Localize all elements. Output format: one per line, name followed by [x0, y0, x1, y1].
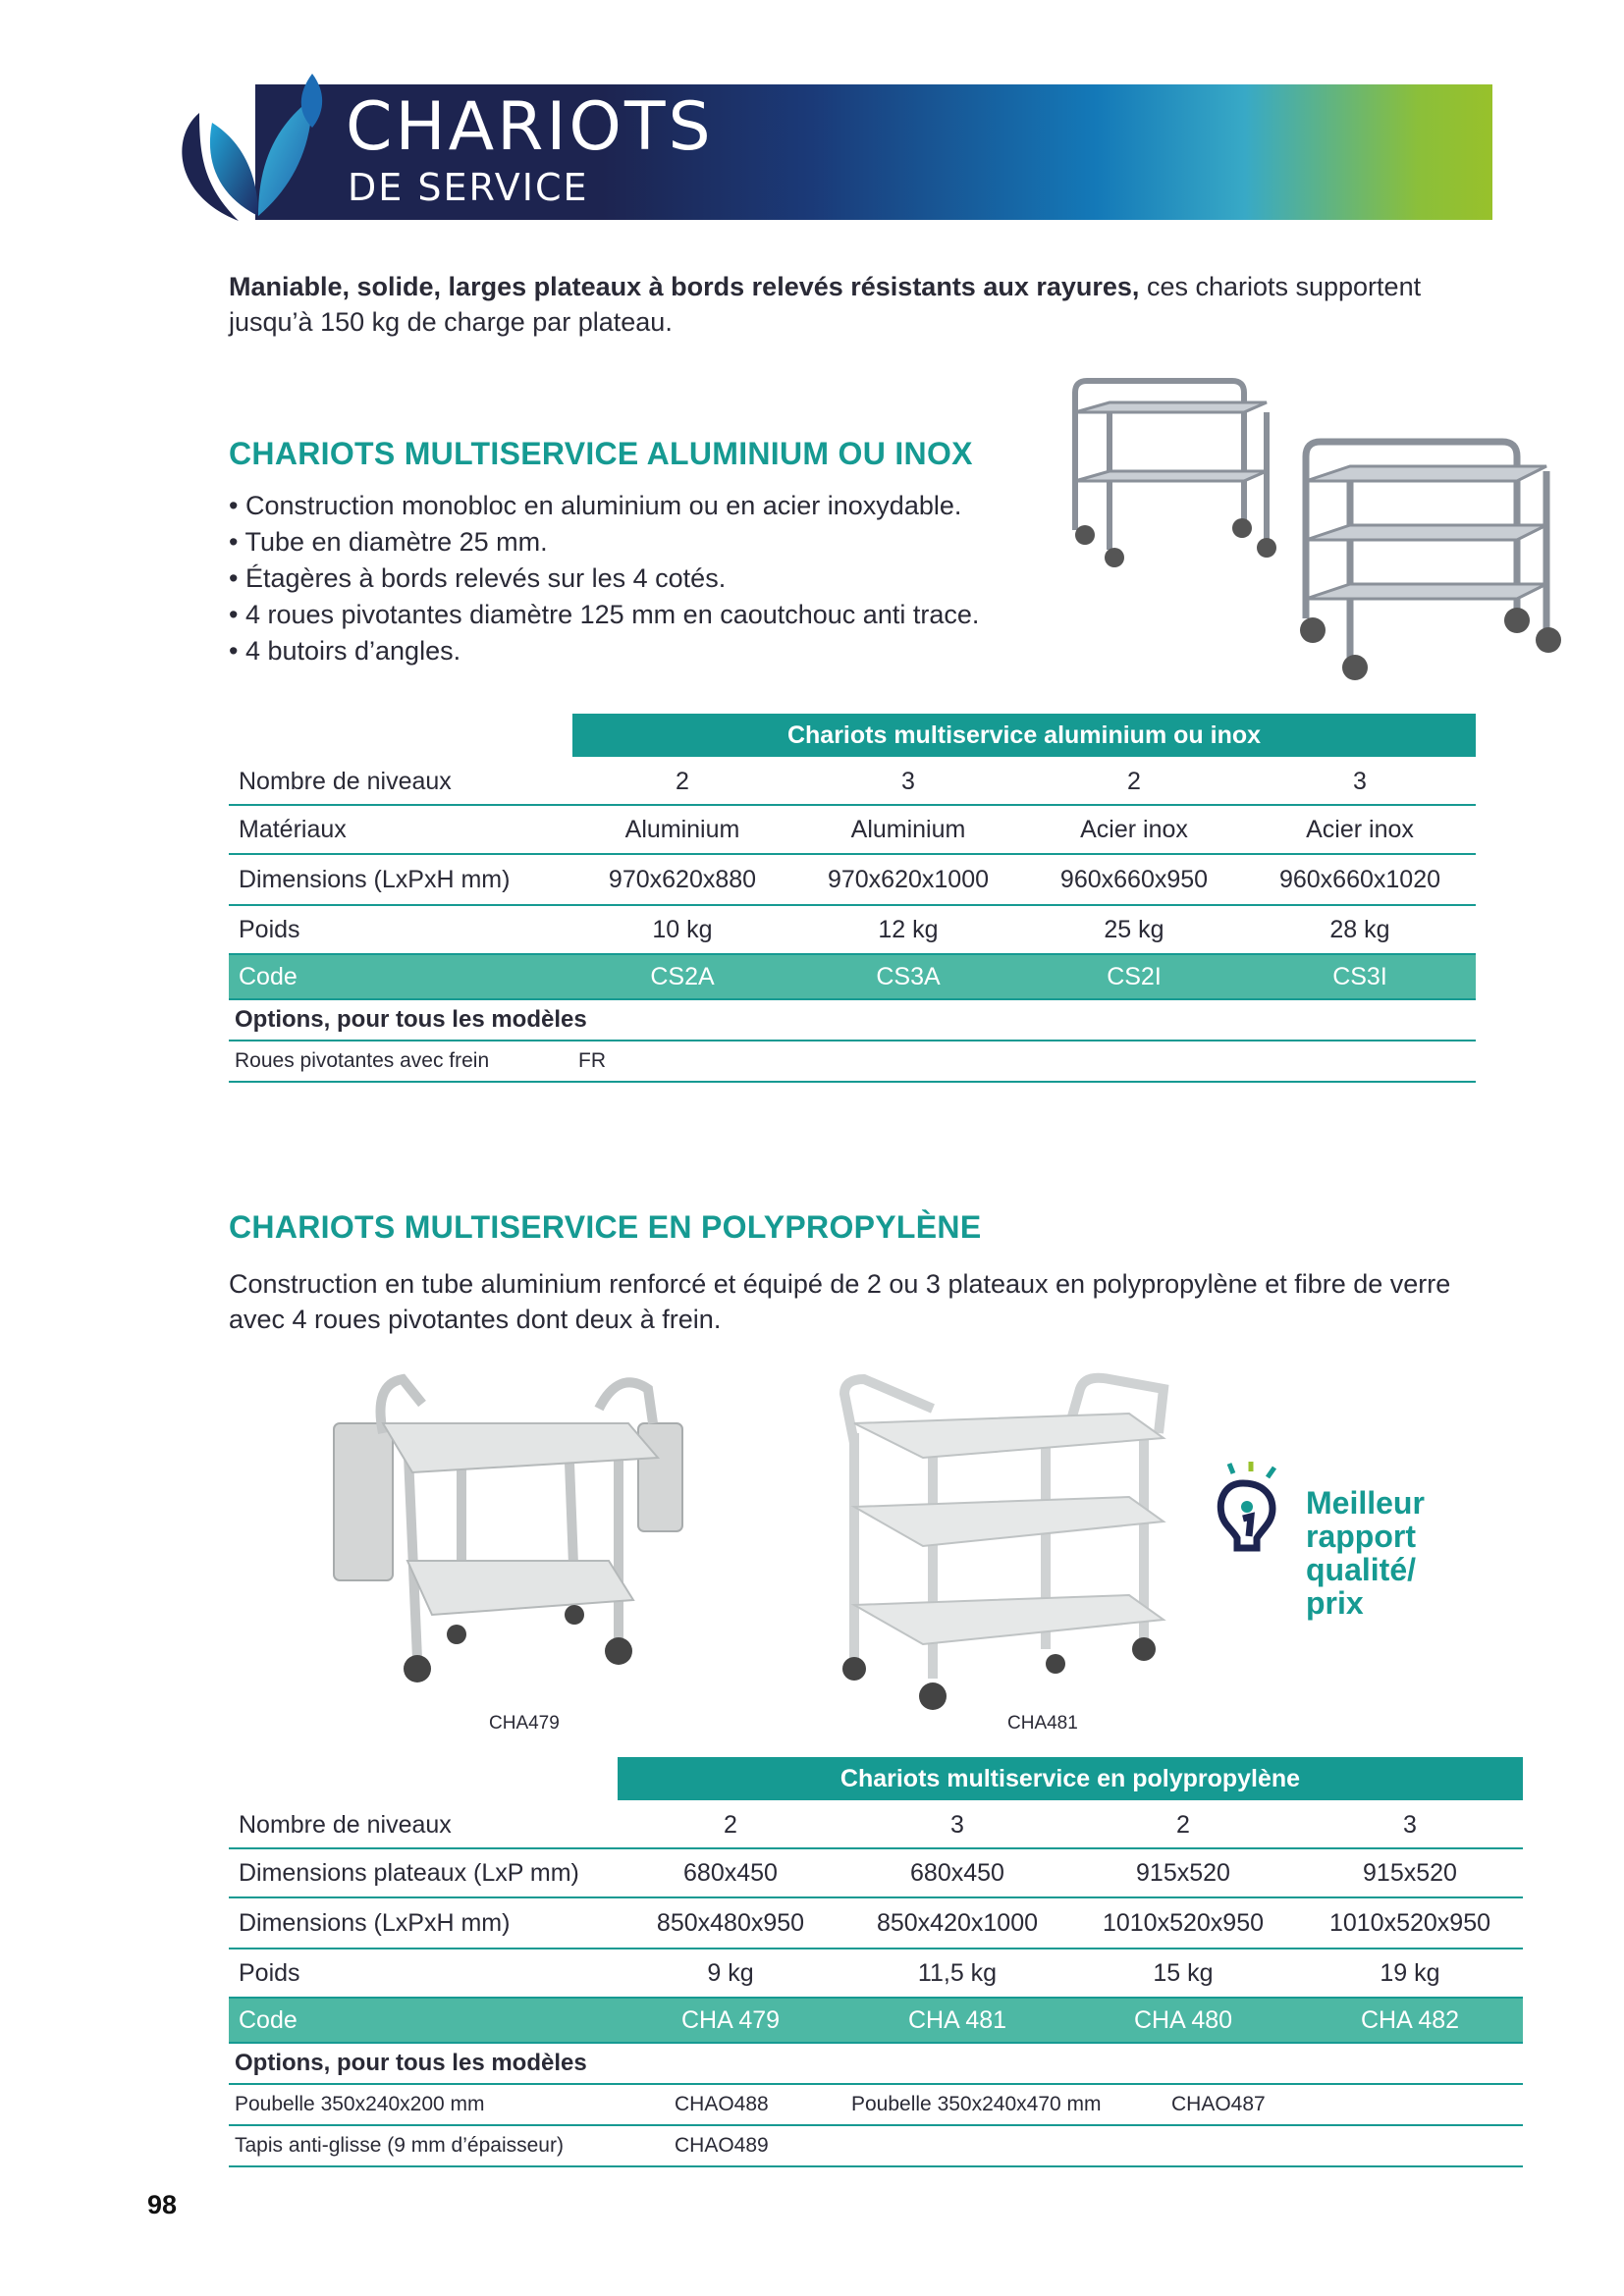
feature-item: • 4 roues pivotantes diamètre 125 mm en caoutchouc anti trace. [229, 600, 980, 629]
cart-cha481-image [815, 1364, 1188, 1718]
leaf-logo-icon [165, 69, 352, 226]
feature-item: • Étagères à bords relevés sur les 4 cotés. [229, 563, 727, 593]
page-number: 98 [147, 2190, 178, 2219]
page-title: CHARIOTS [346, 88, 714, 166]
table-row: Poids 10 kg 12 kg 25 kg 28 kg [229, 906, 1476, 955]
caption-cha481: CHA481 [1007, 1713, 1078, 1734]
polypropylene-table [229, 1757, 1523, 2179]
feature-item: • Tube en diamètre 25 mm. [229, 527, 548, 557]
feature-item: • Construction monobloc en aluminium ou en acier inoxydable. [229, 491, 962, 520]
feature-list [229, 488, 979, 669]
section-title-polypropylene: CHARIOTS MULTISERVICE EN POLYPROPYLÈNE [229, 1209, 982, 1245]
page-subtitle: DE SERVICE [348, 166, 589, 209]
option-row: Roues pivotantes avec frein FR [229, 1041, 1476, 1083]
value-badge: Meilleur rapport qualité/ prix [1306, 1485, 1425, 1621]
code-row: Code CHA 479 CHA 481 CHA 480 CHA 482 [229, 1999, 1523, 2044]
metal-cart-image [1056, 373, 1566, 687]
lightbulb-icon [1214, 1460, 1292, 1554]
feature-item: • 4 butoirs d’angles. [229, 636, 461, 666]
section-text: Construction en tube aluminium renforcé et équipé de 2 ou 3 plateaux en polypropylène et fibre de verre avec 4 roues pivotantes dont deux à frein. [229, 1269, 1451, 1334]
caption-cha479: CHA479 [489, 1713, 560, 1734]
table-row: Dimensions plateaux (LxP mm) 680x450 680x450 915x520 915x520 [229, 1849, 1523, 1898]
options-header-row: Options, pour tous les modèles [229, 2044, 1523, 2085]
code-row: Code CS2A CS3A CS2I CS3I [229, 955, 1476, 1000]
option-row: Poubelle 350x240x200 mm CHAO488 Poubelle 350x240x470 mm CHAO487 [229, 2085, 1523, 2126]
section-title-aluminium: CHARIOTS MULTISERVICE ALUMINIUM OU INOX [229, 436, 973, 471]
intro-text [229, 269, 1505, 340]
table-row: Poids 9 kg 11,5 kg 15 kg 19 kg [229, 1949, 1523, 1999]
table-row: Matériaux Aluminium Aluminium Acier inox Acier inox [229, 806, 1476, 855]
table-header: Chariots multiservice en polypropylène [618, 1757, 1523, 1800]
table-row: Nombre de niveaux 2 3 2 3 [229, 759, 1476, 806]
cart-cha479-image [324, 1364, 697, 1728]
table-row: Dimensions (LxPxH mm) 850x480x950 850x420x1000 1010x520x950 1010x520x950 [229, 1898, 1523, 1949]
table-row: Nombre de niveaux 2 3 2 3 [229, 1802, 1523, 1849]
table-row: Dimensions (LxPxH mm) 970x620x880 970x620x1000 960x660x950 960x660x1020 [229, 855, 1476, 906]
options-header-row: Options, pour tous les modèles [229, 1000, 1476, 1041]
intro-rest: ces chariots supportent jusqu’à 150 kg de charge par plateau. [229, 272, 1422, 337]
option-row: Tapis anti-glisse (9 mm d’épaisseur) CHAO489 [229, 2126, 1523, 2167]
aluminium-table [229, 714, 1476, 1085]
table-header: Chariots multiservice aluminium ou inox [572, 714, 1476, 757]
intro-bold: Maniable, solide, larges plateaux à bords relevés résistants aux rayures, [229, 272, 1140, 301]
